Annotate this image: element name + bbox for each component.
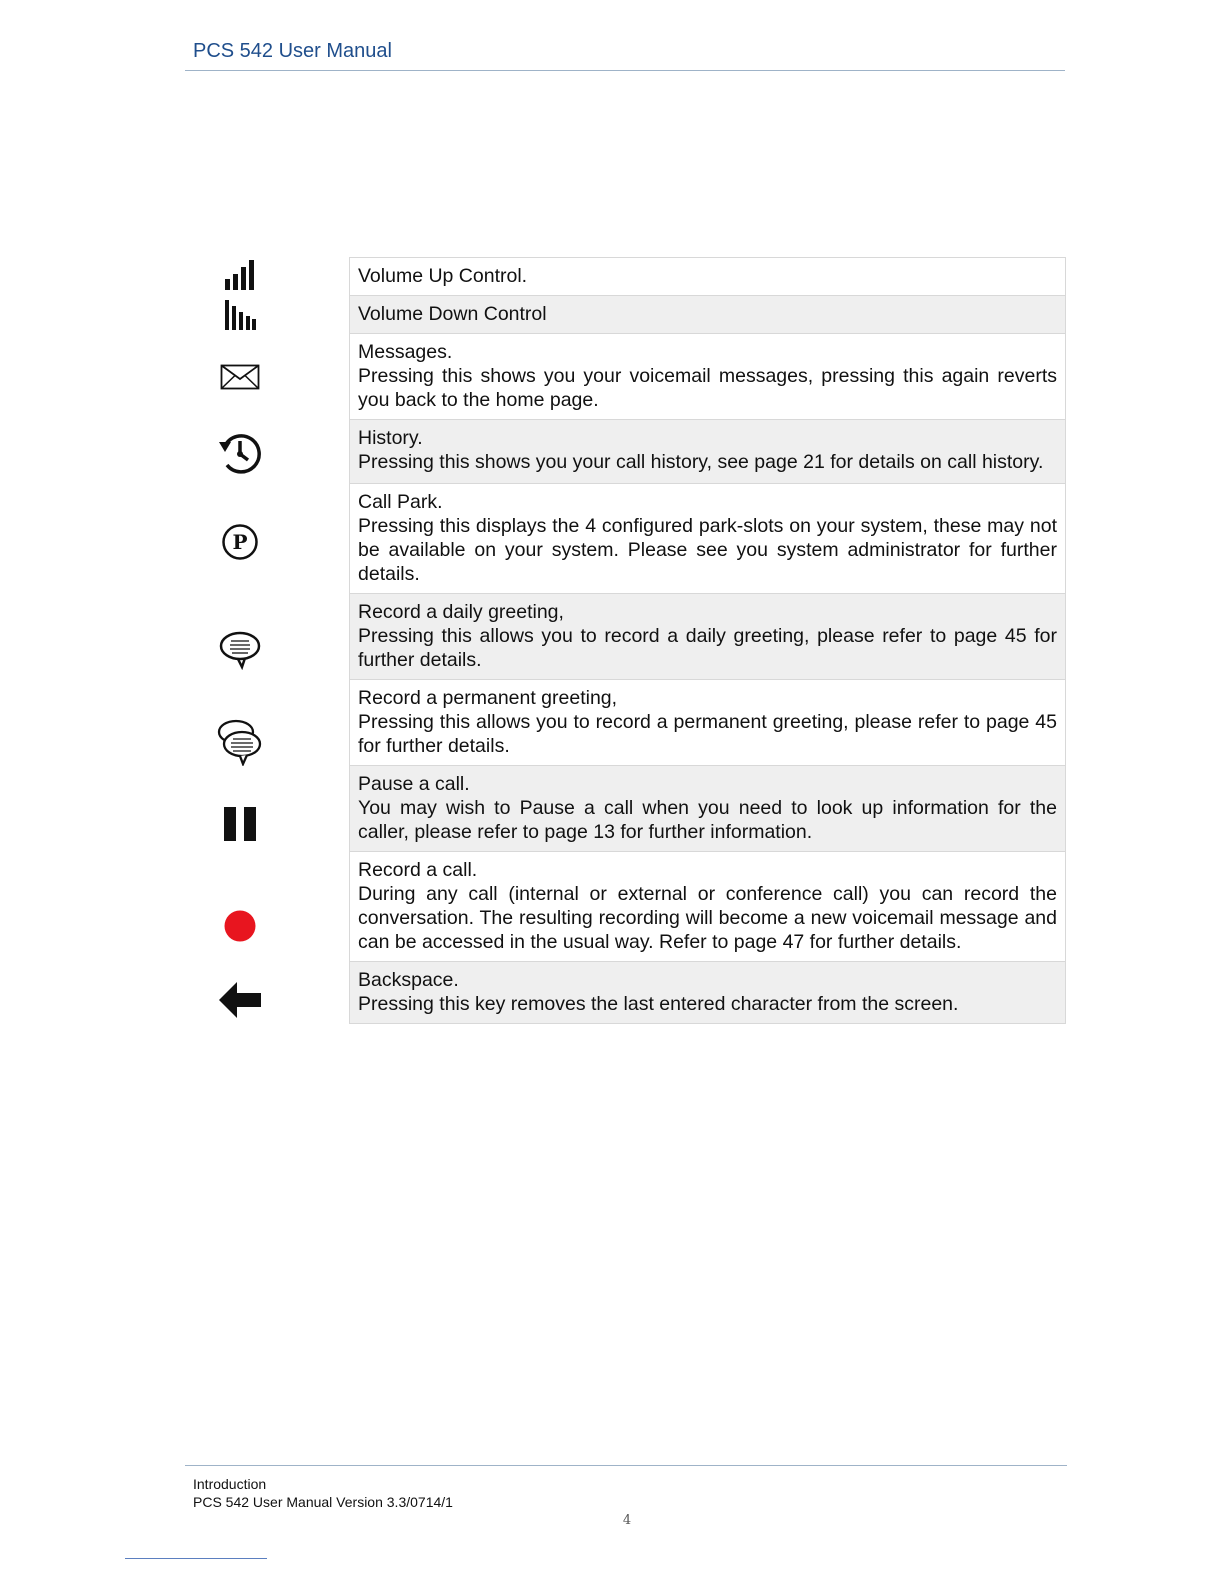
header-divider xyxy=(185,70,1065,71)
backspace-arrow-icon xyxy=(200,980,280,1020)
table-row xyxy=(350,680,1066,766)
history-icon xyxy=(200,430,280,476)
key-cell xyxy=(350,962,1066,1024)
table-row xyxy=(350,962,1066,1024)
row-title: Messages. xyxy=(358,341,453,363)
row-description: During any call (internal or external or conference call) you can record the conversation. The resulting recording will become a new voicemail message and can be accessed in the usual way. Refer to page 47 for further details. xyxy=(358,883,1057,953)
table-row xyxy=(350,258,1066,296)
record-icon xyxy=(200,908,280,944)
key-cell xyxy=(350,594,1066,680)
row-description: Pressing this allows you to record a daily greeting, please refer to page 45 for further details. xyxy=(358,625,1057,671)
double-speech-bubble-icon xyxy=(200,718,280,766)
row-title: Pause a call. xyxy=(358,773,470,795)
footer-divider xyxy=(185,1465,1067,1466)
page-number: 4 xyxy=(622,1513,632,1528)
row-title: Record a permanent greeting, xyxy=(358,687,618,709)
table-row xyxy=(350,296,1066,334)
row-title: Record a call. xyxy=(358,859,478,881)
key-cell xyxy=(350,296,1066,334)
row-title: Call Park. xyxy=(358,491,443,513)
row-title: Record a daily greeting, xyxy=(358,601,564,623)
key-cell xyxy=(350,680,1066,766)
row-title: Volume Down Control xyxy=(358,303,547,325)
row-description: You may wish to Pause a call when you need to look up information for the caller, please refer to page 13 for further information. xyxy=(358,797,1057,843)
table-row xyxy=(350,852,1066,962)
speech-bubble-icon xyxy=(200,630,280,670)
key-cell xyxy=(350,420,1066,484)
row-description: Pressing this shows you your call history, see page 21 for details on call history. xyxy=(358,451,1044,473)
footnote-separator xyxy=(125,1558,267,1559)
icon-column xyxy=(200,0,280,1100)
table-row xyxy=(350,334,1066,420)
table-row xyxy=(350,594,1066,680)
table-row xyxy=(350,420,1066,484)
row-description: Pressing this key removes the last entered character from the screen. xyxy=(358,993,959,1015)
envelope-icon xyxy=(200,362,280,392)
key-cell xyxy=(350,852,1066,962)
key-cell xyxy=(350,334,1066,420)
key-cell xyxy=(350,766,1066,852)
table-row xyxy=(350,766,1066,852)
key-cell xyxy=(350,258,1066,296)
row-description: Pressing this allows you to record a permanent greeting, please refer to page 45 for further details. xyxy=(358,711,1057,757)
page-header-title: PCS 542 User Manual xyxy=(193,40,392,62)
row-description: Pressing this shows you your voicemail messages, pressing this again reverts you back to the home page. xyxy=(358,365,1057,411)
table-row xyxy=(350,484,1066,594)
volume-down-icon xyxy=(200,298,280,332)
key-description-table xyxy=(349,257,1066,1024)
footer-section-name: Introduction xyxy=(193,1476,267,1492)
row-title: History. xyxy=(358,427,423,449)
row-description: Pressing this displays the 4 configured park-slots on your system, these may not be available on your system. Please see you system administrator for further details. xyxy=(358,515,1057,585)
row-title: Backspace. xyxy=(358,969,459,991)
park-icon xyxy=(200,522,280,562)
svg-text:P: P xyxy=(232,530,248,554)
volume-up-icon xyxy=(200,258,280,292)
footer-version: PCS 542 User Manual Version 3.3/0714/1 xyxy=(193,1494,453,1510)
row-title: Volume Up Control. xyxy=(358,265,528,287)
pause-icon xyxy=(200,806,280,842)
key-cell xyxy=(350,484,1066,594)
